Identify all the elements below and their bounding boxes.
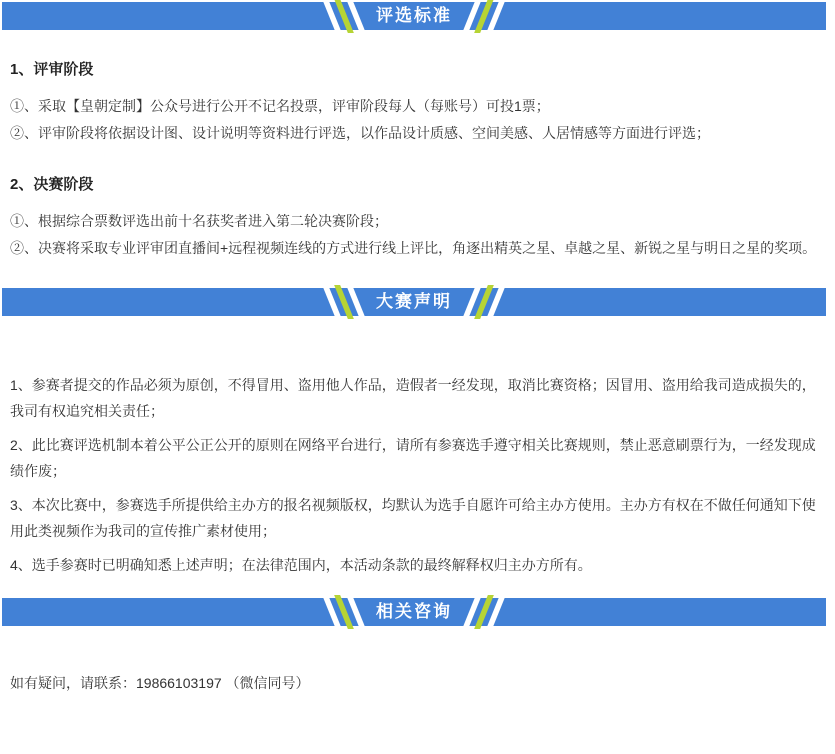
banner-competition-statement (2, 288, 826, 316)
contact-line: 如有疑问，请联系：19866103197 （微信同号） (10, 675, 310, 691)
criteria-item: ①、采取【皇朝定制】公众号进行公开不记名投票，评审阶段每人（每账号）可投1票； (10, 98, 550, 114)
statement-item: 2、此比赛评选机制本着公平公正公开的原则在网络平台进行，请所有参赛选手遵守相关比赛规则，禁止恶意刷票行为，一经发现成绩作废； (10, 437, 816, 479)
criteria-group-review (10, 60, 825, 147)
criteria-group-heading: 1、评审阶段 (10, 61, 94, 78)
banner-selection-criteria (2, 2, 826, 30)
banner-left-slashes-icon (329, 595, 359, 629)
statement-item: 4、选手参赛时已明确知悉上述声明；在法律范围内，本活动条款的最终解释权归主办方所有。 (10, 557, 592, 573)
contact-section (0, 670, 835, 696)
banner-left-slashes-icon (329, 0, 359, 33)
banner-title-related-consultation: 相关咨询 (376, 602, 452, 621)
criteria-item: ②、决赛将采取专业评审团直播间+远程视频连线的方式进行线上评比，角逐出精英之星、卓越之星、新锐之星与明日之星的奖项。 (10, 240, 817, 256)
statement-section (0, 372, 835, 578)
banner-right-slashes-icon (469, 0, 499, 33)
criteria-group-final (10, 175, 825, 262)
banner-right-slashes-icon (469, 285, 499, 319)
criteria-group-heading: 2、决赛阶段 (10, 176, 94, 193)
criteria-section (0, 60, 835, 262)
banner-left-slashes-icon (329, 285, 359, 319)
banner-right-slashes-icon (469, 595, 499, 629)
banner-related-consultation (2, 598, 826, 626)
statement-item: 3、本次比赛中，参赛选手所提供给主办方的报名视频版权，均默认为选手自愿许可给主办方使用。主办方有权在不做任何通知下使用此类视频作为我司的宣传推广素材使用； (10, 497, 816, 539)
statement-item: 1、参赛者提交的作品必须为原创，不得冒用、盗用他人作品，造假者一经发现，取消比赛资格；因冒用、盗用给我司造成损失的，我司有权追究相关责任； (10, 377, 816, 419)
banner-title-selection-criteria: 评选标准 (376, 6, 452, 25)
criteria-item: ②、评审阶段将依据设计图、设计说明等资料进行评选，以作品设计质感、空间美感、人居情感等方面进行评选； (10, 125, 710, 141)
banner-title-competition-statement: 大赛声明 (376, 292, 452, 311)
criteria-item: ①、根据综合票数评选出前十名获奖者进入第二轮决赛阶段； (10, 213, 388, 229)
